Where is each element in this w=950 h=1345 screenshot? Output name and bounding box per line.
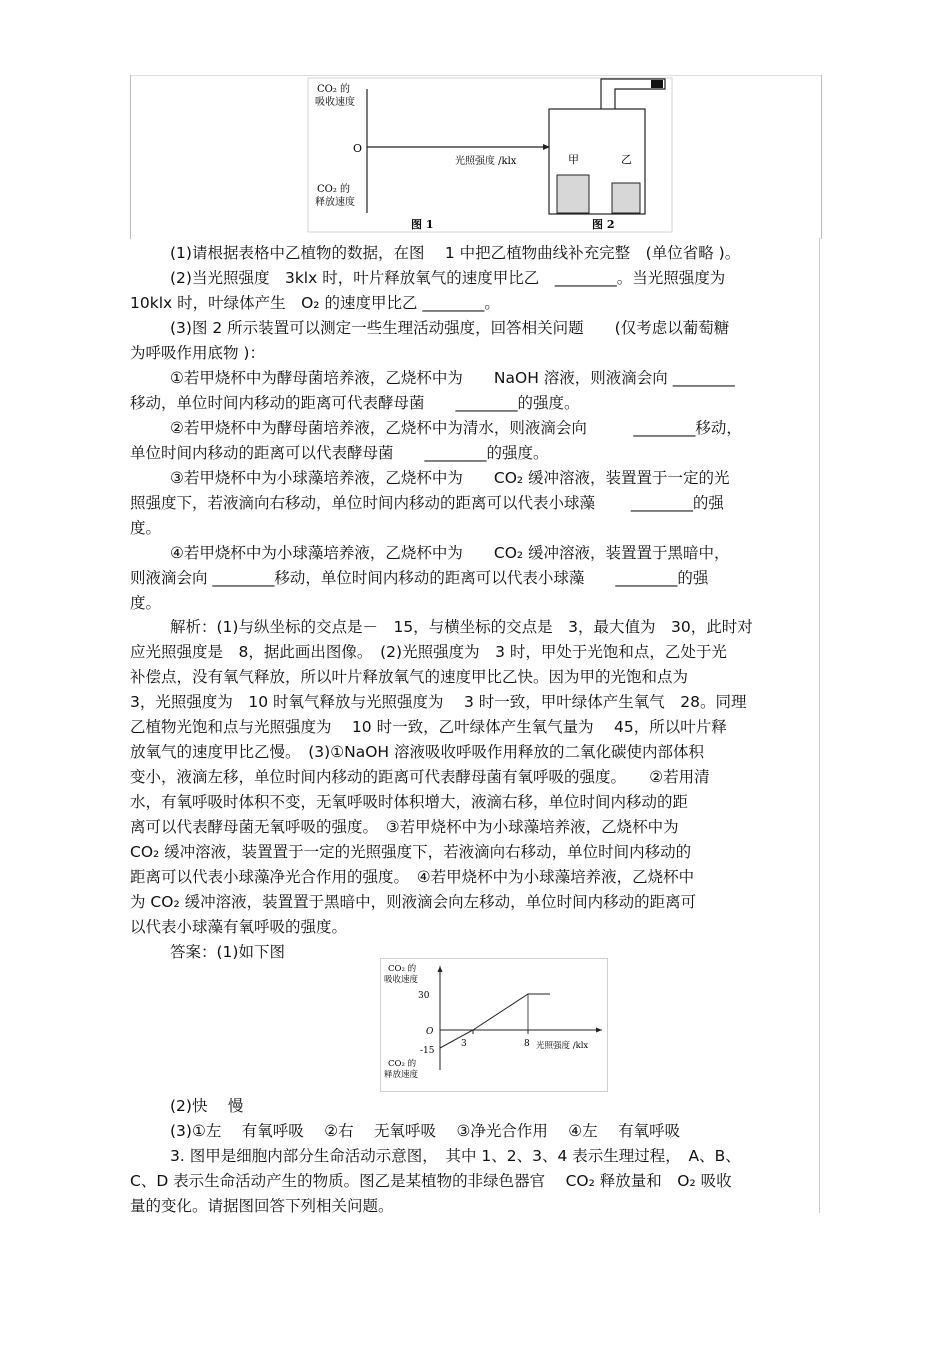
fig1-y-bot2: 释放速度 (315, 197, 355, 208)
q2-part2: (2)当光照强度 3klx 时，叶片释放氧气的速度甲比乙 ________。当光照强度为 (170, 269, 726, 287)
analysis-7: 变小，液滴左移，单位时间内移动的距离可代表酵母菌有氧呼吸的强度。 ②若用清 (130, 768, 710, 786)
q2-sub2-cont: 单位时间内移动的距离可以代表酵母菌 ________的强度。 (130, 444, 549, 462)
analysis-11: 距离可以代表小球藻净光合作用的强度。 ④若甲烧杯中为小球藻培养液，乙烧杯中 (130, 868, 695, 886)
q2-part3: (3)图 2 所示装置可以测定一些生理活动强度，回答相关问题 (仅考虑以葡萄糖 (170, 319, 730, 337)
ans-y-bot2: 释放速度 (384, 1070, 419, 1080)
fig1-caption: 图 1 (411, 218, 434, 231)
q2-sub1-cont: 移动，单位时间内移动的距离可代表酵母菌 ________的强度。 (130, 394, 580, 412)
answer-2: (2)快 慢 (170, 1097, 244, 1115)
analysis-10: CO₂ 缓冲溶液，装置置于一定的光照强度下，若液滴向右移动，单位时间内移动的 (130, 843, 692, 861)
q2-sub3-end: 度。 (130, 519, 162, 537)
q2-sub4-cont: 则液滴会向 ________移动，单位时间内移动的距离可以代表小球藻 ________的强 (130, 569, 709, 587)
fig1-zero: O (353, 142, 363, 155)
question-3-line1: 3. 图甲是细胞内部分生命活动示意图， 其中 1、2、3、4 表示生理过程， A、B、 (170, 1147, 741, 1165)
analysis-2: 应光照强度是 8，据此画出图像。 (2)光照强度为 3 时，甲处于光饱和点，乙处于光 (130, 643, 727, 661)
ans-tick-3: 3 (461, 1039, 467, 1049)
analysis-5: 乙植物光饱和点与光照强度为 10 时一致，乙叶绿体产生氧气量为 45，所以叶片释 (130, 718, 727, 736)
analysis-13: 以代表小球藻有氧呼吸的强度。 (130, 918, 348, 936)
fig1-y-bot: CO₂ 的 (317, 184, 351, 195)
analysis-9: 离可以代表酵母菌无氧呼吸的强度。 ③若甲烧杯中为小球藻培养液，乙烧杯中为 (130, 818, 679, 836)
analysis-1: 解析：(1)与纵坐标的交点是－ 15，与横坐标的交点是 3，最大值为 30，此时对 (170, 618, 753, 636)
fig2-label-a: 甲 (568, 153, 579, 166)
answer-3: (3)①左 有氧呼吸 ②右 无氧呼吸 ③净光合作用 ④左 有氧呼吸 (170, 1122, 681, 1140)
q2-sub4: ④若甲烧杯中为小球藻培养液，乙烧杯中为 CO₂ 缓冲溶液，装置置于黑暗中， (170, 544, 730, 562)
analysis-3: 补偿点，没有氧气释放，所以叶片释放氧气的速度甲比乙快。因为甲的光饱和点为 (130, 668, 689, 686)
q2-sub3-cont: 照强度下，若液滴向右移动，单位时间内移动的距离可以代表小球藻 ________的强 (130, 494, 724, 512)
ans-y-bot: CO₂ 的 (388, 1059, 417, 1069)
fig1-y-top: CO₂ 的 (317, 84, 351, 95)
fig2-caption: 图 2 (592, 218, 615, 231)
q2-sub3: ③若甲烧杯中为小球藻培养液，乙烧杯中为 CO₂ 缓冲溶液，装置置于一定的光 (170, 469, 730, 487)
analysis-8: 水，有氧呼吸时体积不变，无氧呼吸时体积增大，液滴右移，单位时间内移动的距 (130, 793, 689, 811)
q2-part3-cont: 为呼吸作用底物 )： (130, 344, 265, 362)
q2-sub1: ①若甲烧杯中为酵母菌培养液，乙烧杯中为 NaOH 溶液，则液滴会向 ________ (170, 369, 735, 387)
question-3-line2: C、D 表示生命活动产生的物质。图乙是某植物的非绿色器官 CO₂ 释放量和 O₂ 吸收 (130, 1172, 732, 1190)
answer-heading: 答案：(1)如下图 (170, 943, 285, 961)
figure-1-and-2 (305, 75, 675, 235)
analysis-6: 放氧气的速度甲比乙慢。 (3)①NaOH 溶液吸收呼吸作用释放的二氧化碳使内部体积 (130, 743, 704, 761)
ans-y-top2: 吸收速度 (384, 975, 419, 985)
fig1-y-top2: 吸收速度 (315, 97, 355, 108)
ans-tick-30: 30 (418, 991, 430, 1001)
ans-tick-neg15: -15 (420, 1046, 435, 1056)
ans-x-label: 光照强度 /klx (536, 1041, 589, 1051)
ans-tick-8: 8 (524, 1039, 530, 1049)
fig1-x-label: 光照强度 /klx (455, 156, 517, 167)
q2-sub4-end: 度。 (130, 594, 162, 612)
q2-part1: (1)请根据表格中乙植物的数据，在图 1 中把乙植物曲线补充完整 (单位省略 )。 (170, 244, 741, 262)
q2-sub2: ②若甲烧杯中为酵母菌培养液，乙烧杯中为清水，则液滴会向 ________移动， (170, 419, 742, 437)
analysis-12: 为 CO₂ 缓冲溶液，装置置于黑暗中，则液滴会向左移动，单位时间内移动的距离可 (130, 893, 697, 911)
fig2-label-b: 乙 (621, 153, 632, 166)
q2-part2-cont: 10klx 时，叶绿体产生 O₂ 的速度甲比乙 ________。 (130, 294, 500, 312)
ans-y-top: CO₂ 的 (388, 964, 417, 974)
ans-zero: O (426, 1027, 434, 1037)
answer-chart (380, 958, 608, 1092)
analysis-4: 3，光照强度为 10 时氧气释放与光照强度为 3 时一致，甲叶绿体产生氧气 28。同理 (130, 693, 747, 711)
question-3-line3: 量的变化。请据图回答下列相关问题。 (130, 1197, 394, 1215)
